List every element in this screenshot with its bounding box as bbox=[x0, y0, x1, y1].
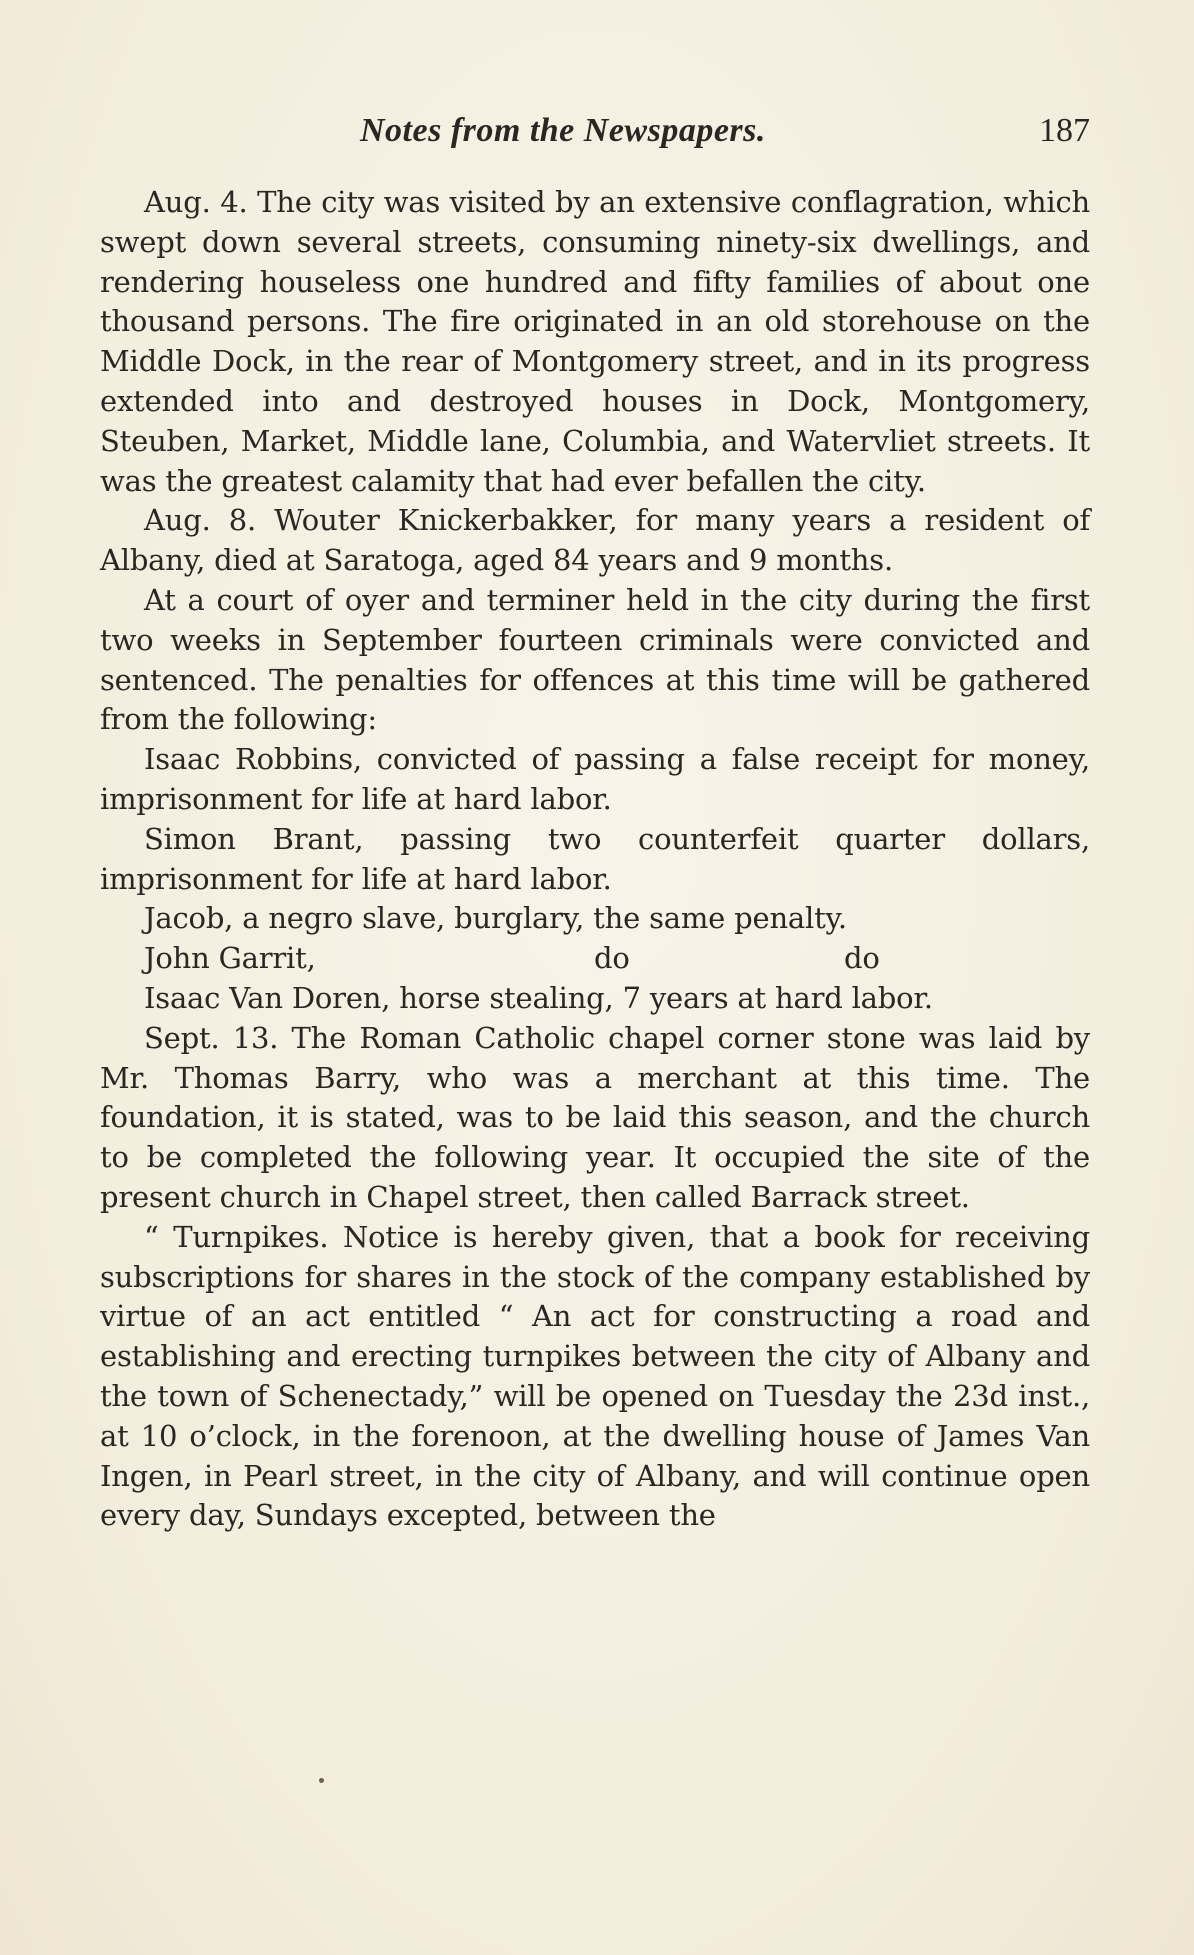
paragraph-aug-4: Aug. 4. The city was visited by an extensive conflagration, which swept down several streets, consuming ninety-six dwellings, and rendering houseless one hundred and fifty families of about one thousand persons. The fire originated in an old storehouse on the Middle Dock, in the rear of Montgomery street, and in its progress extended into and destroyed houses in Dock, Montgomery, Steuben, Market, Middle lane, Columbia, and Watervliet streets. It was the greatest calamity that had ever befallen the city. bbox=[100, 185, 1090, 498]
paragraph-sept-13: Sept. 13. The Roman Catholic chapel corner stone was laid by Mr. Thomas Barry, who was a merchant at this time. The foundation, it is stated, was to be laid this season, and the church to be completed the following year. It occupied the site of the present church in Chapel street, then called Barrack street. bbox=[100, 1020, 1090, 1214]
running-title: Notes from the Newspapers. bbox=[360, 112, 766, 149]
ditto-mark: do bbox=[844, 941, 880, 976]
paragraph-turnpikes: “ Turnpikes. Notice is hereby given, that a book for receiving subscriptions for shares in the stock of the company established by virtue of an act entitled “ An act for constructing a road and establishing and erecting turnpikes between the city of Albany and the town of Schenectady,” will be opened on Tuesday the 23d inst., at 10 o’clock, in the forenoon, at the dwelling house of James Van Ingen, in Pearl street, in the city of Albany, and will continue open every day, Sundays excepted, between the bbox=[100, 1219, 1090, 1533]
ditto-name: John Garrit, bbox=[144, 941, 316, 976]
body-text bbox=[100, 183, 1090, 1536]
paragraph-isaac-van-doren: Isaac Van Doren, horse stealing, 7 years at hard labor. bbox=[144, 980, 933, 1015]
page-header bbox=[100, 112, 1092, 162]
paragraph-isaac-robbins: Isaac Robbins, convicted of passing a false receipt for money, imprisonment for life at hard labor. bbox=[100, 742, 1090, 816]
paragraph-court-of-oyer: At a court of oyer and terminer held in the city during the first two weeks in September fourteen criminals were convicted and sentenced. The penalties for offences at this time will be gathered from the following: bbox=[100, 582, 1090, 737]
paragraph-john-garrit bbox=[100, 939, 1090, 979]
paragraph-simon-brant: Simon Brant, passing two counterfeit quarter dollars, imprisonment for life at hard labor. bbox=[100, 821, 1090, 896]
paragraph-aug-8: Aug. 8. Wouter Knickerbakker, for many years a resident of Albany, died at Saratoga, aged 84 years and 9 months. bbox=[100, 503, 1090, 578]
ditto-mark: do bbox=[594, 941, 630, 976]
ink-speck bbox=[319, 1778, 324, 1783]
page-number: 187 bbox=[1039, 112, 1090, 149]
paragraph-jacob: Jacob, a negro slave, burglary, the same penalty. bbox=[144, 901, 847, 936]
